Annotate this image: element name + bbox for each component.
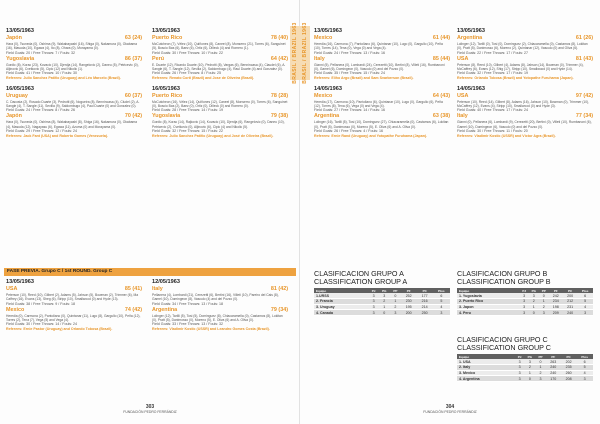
table-cell: 0 <box>535 359 545 365</box>
game-date: 13/05/1963 <box>6 28 34 34</box>
table-cell: 200 <box>563 293 577 299</box>
table-cell: 1 <box>524 370 535 376</box>
team-score: 60 (37) <box>124 92 142 99</box>
table-cell: 235 <box>561 365 576 371</box>
team-stats: Field Goals: 30 / Free Throws: 10 / Fouls: 22 <box>152 50 224 55</box>
team-score: 61 (26) <box>575 35 593 41</box>
table-cell: 216 <box>417 299 433 305</box>
table-cell: 170 <box>546 376 561 382</box>
team-roster: Peterson (8), Reed (10), Gilbert (4), Adams (8), Jahson (14), Bowman (0), Trimmer (4), McCaffrey (6), Evans (12), Shig (17), Stripp (10), Smallwood (0) and Hyde (14). <box>457 62 584 71</box>
table-cell: 209 <box>549 310 563 316</box>
publisher: FUNDACIÓN PEDRO FERRÁNDIZ <box>123 410 177 414</box>
team-score: 97 (42) <box>575 92 593 99</box>
column-header: PF <box>549 288 563 293</box>
table-cell: 4 <box>576 370 593 376</box>
table-cell: 3 <box>433 310 450 316</box>
table-cell: 5 <box>577 299 593 305</box>
team-score-row <box>314 35 450 42</box>
column-header: PG <box>529 288 539 293</box>
team-score-row <box>152 113 288 120</box>
table-cell: 4. Canada <box>314 310 369 316</box>
team-name: Puerto Rico <box>152 92 183 99</box>
table-cell: 231 <box>563 304 577 310</box>
table-cell: 6 <box>577 293 593 299</box>
team-score-row <box>314 56 450 63</box>
left-column-1-round <box>6 279 142 337</box>
left-column-2 <box>152 28 288 144</box>
team-score: 81 (42) <box>270 286 288 292</box>
table-cell: 4 <box>433 304 450 310</box>
team-roster: Hara (0), Tsuneda (0), Oshima (8), Wakabayashi (8), Shiga (16), Nakamura (0), Okabama (4), Masuda (12), Nagayasu (6), Egawa (11), Azuma (0) and Morayama (0). <box>6 120 138 129</box>
game-result <box>457 28 593 81</box>
table-cell: 3 <box>520 310 529 316</box>
game-date: 14/05/1963 <box>314 85 342 92</box>
team-name: Italy <box>314 55 325 62</box>
game-result <box>6 28 142 81</box>
game-result <box>457 86 593 139</box>
team-name: Yugoslavia <box>152 113 181 120</box>
team-stats: Field Goals: 26 / Free Throws: 8 / Fouls: 25 <box>152 71 222 76</box>
classification-title-es: CLASIFICACION GRUPO C <box>457 335 548 344</box>
table-cell: 2 <box>535 370 545 376</box>
left-column-1 <box>6 28 142 144</box>
referees: Referees: Renato Corti (Brazil) and Jose de Oliveira (Brazil). <box>152 76 255 81</box>
column-header: PC <box>563 288 577 293</box>
game-date: 16/05/1963 <box>152 85 180 92</box>
table-cell: 3. Mexico <box>457 370 515 376</box>
team-stats: Field Goals: 30 / Free Throws: 11 / Fouls: 20 <box>457 128 528 133</box>
table-cell: 3 <box>515 359 524 365</box>
team-stats: Field Goals: 24 / Free Throws: 8 / Fouls: 26 <box>6 108 76 113</box>
team-name: Puerto Rico <box>152 35 183 41</box>
right-column-1 <box>314 28 450 144</box>
table-cell: 234 <box>549 299 563 305</box>
table-cell: 240 <box>546 370 561 376</box>
team-roster: Pellanera (4), Lombardi (21), Cerezetti (6), Bertini (16), Villeti (10), Pareiro del Cais (8), Gamel (10), Domingeon (8), Vasculo (4) and del Pozzo (0). <box>152 293 279 302</box>
team-name: Uruguay <box>6 92 28 99</box>
page-number: 304 <box>445 404 455 410</box>
referees: Referees: Vladimir Kostic (USSR) and Leandro Gomes Costa (Brazil). <box>152 327 270 332</box>
table-cell: 1. Yugoslavia <box>457 293 520 299</box>
table-cell: 3. Japon <box>457 304 520 310</box>
column-header: PP <box>539 288 549 293</box>
team-score: 79 (38) <box>270 113 288 120</box>
table-cell: 0 <box>529 310 539 316</box>
spine-title: BRASIL / BRAZIL 1963 <box>302 22 308 84</box>
team-stats: Field Goals: 22 / Free Throws: 17 / Fouls: 27 <box>457 50 529 55</box>
table-cell: 3 <box>369 299 379 305</box>
table-cell: 2 <box>539 304 549 310</box>
team-roster: Peterson (10), Reed (14), Gilbert (8), Adams (16), Jahson (10), Bowman (0), Trimmer (10), McCaffrey (12), Evans (4), Stripp (10), Smallwood (0) and Hyde (3). <box>457 99 590 109</box>
team-score: 63 (24) <box>124 35 142 41</box>
column-header: PG <box>524 354 535 359</box>
table-cell: 0 <box>539 293 549 299</box>
referees: Referees: Julio Sanchez Patiño (Uruguay) and Léo Marcelo (Brazil). <box>6 76 121 81</box>
column-header: Ptos <box>433 288 450 293</box>
team-roster: Lolinger (12), Tarilli (5), Tosi (5), Dominguez (8), Chiacaramella (0), Castamos (8), Lokitan (0), Pratt (5), Danimosso (0), Moreno (5), E. Oliva (6) and A. Oliva (0). <box>152 313 283 322</box>
spine-title: BRASIL / BRAZIL 1963 <box>292 22 298 84</box>
team-roster: Gianni (5), Pellanera (0), Lombardi (24), Cerezetti (10), Bertini (8), Villeti (16), Rumbanoni (0), Gamel (6), Domingeon (0), Vasculo (0) and del Pozzo (0). <box>314 62 445 71</box>
table-cell: 3 <box>369 304 379 310</box>
team-name: Italy <box>457 113 468 120</box>
team-score-row <box>6 286 142 293</box>
team-roster: Heredia (0), Carmona (2), Pantoliano (0), Quintanar (11), Lugo (8), Gargullo (10), Peña (12), Torres (2), Tena (7), Vega (5) and Vega (4). <box>6 313 141 322</box>
team-stats: Field Goals: 29 / Free Throws: 12 / Fouls: 24 <box>6 128 78 133</box>
game-date: 16/05/1963 <box>6 85 34 92</box>
team-score: 85 (41) <box>124 286 142 292</box>
table-cell: 252 <box>401 293 417 299</box>
team-score-row <box>152 35 288 42</box>
table-cell: 3 <box>515 365 524 371</box>
game-date: 13/05/1963 <box>457 28 485 34</box>
classification-table <box>457 354 593 382</box>
table-cell: 212 <box>563 299 577 305</box>
table-cell: 6 <box>433 293 450 299</box>
team-roster: E. Duarte (12), Ricardo Duarte (10), Pedrotti (8), Vargas (6), Bennincasa (4), Claudel (6), A. Sangle (6), T. Sangle (12), Sevilla (2), Saldombugo (4), Raul Duarte (4) and Gonzalez (0). <box>152 62 286 71</box>
table-cell: 3 <box>576 376 593 382</box>
team-score-row <box>457 113 593 120</box>
team-roster: Gianni (0), Pellanera (6), Lombardi (9), Cerezetti (20), Bertini (0), Villeti (10), Rumbanoni (6), Gamel (10), Domingeon (6), Vasculo (0) and del Pozzo (0). <box>457 120 592 129</box>
table-cell: 242 <box>549 293 563 299</box>
table-cell: 200 <box>401 310 417 316</box>
table-cell: 3 <box>524 359 535 365</box>
table-cell: 2 <box>379 299 391 305</box>
team-score-row <box>6 56 142 63</box>
game-date: 13/05/1963 <box>152 28 180 34</box>
table-cell: 3 <box>379 293 391 299</box>
team-score-row <box>6 35 142 42</box>
referees: Referees: Vladimir Kostic (USSR) and Víctor Agra (Brazil). <box>457 133 556 138</box>
team-roster: McCutcheon (16), Vélez (14), Quiñones (12), Caneel (8), Monserro (0), Torres (6), Sanguinet (0), Boscio Bas (2), Baez (0), Ortiz (0), Dilleck (0) and Romero (0). <box>152 99 288 109</box>
team-name: Perú <box>152 55 164 62</box>
team-score: 64 (42) <box>270 55 288 62</box>
column-header: PP <box>535 354 545 359</box>
table-cell: 250 <box>417 310 433 316</box>
game-result <box>314 28 450 81</box>
team-name: Argentina <box>457 35 483 41</box>
team-roster: Heredia (17), Carmona (10), Pantoliano (6), Quintanar (10), Lugo (0), Gargullo (6), Peña (12), Torres (8), Tena (6), Vega (0) and Vega (4). <box>314 99 443 109</box>
classification-title-en: CLASSIFICATION GROUP B <box>457 277 551 286</box>
table-cell: 2. Puerto Rico <box>457 299 520 305</box>
classification-group-c <box>457 336 593 382</box>
team-score: 77 (34) <box>575 113 593 120</box>
team-stats: Field Goals: 32 / Free Throws: 15 / Fouls: 22 <box>152 128 224 133</box>
left-footer <box>0 404 300 414</box>
table-row <box>457 310 593 316</box>
team-score-row <box>314 93 450 100</box>
table-row <box>457 376 593 382</box>
column-header: PG <box>379 288 391 293</box>
table-cell: 1 <box>535 365 545 371</box>
table-cell: 202 <box>561 359 576 365</box>
table-cell: 208 <box>561 376 576 382</box>
team-stats: Field Goals: 27 / Free Throws: 14 / Fouls: 16 <box>314 108 386 113</box>
team-stats: Field Goals: 38 / Free Throws: 9 / Fouls: 18 <box>6 301 76 306</box>
table-cell: 5 <box>576 365 593 371</box>
team-stats: Field Goals: 33 / Free Throws: 13 / Fouls: 32 <box>152 322 224 327</box>
table-cell: 2. Francia <box>314 299 369 305</box>
table-cell: 0 <box>390 293 401 299</box>
team-score: 70 (42) <box>124 113 142 120</box>
team-name: Japón <box>6 35 22 41</box>
game-date: 13/05/1963 <box>314 28 342 34</box>
team-score-row <box>152 307 288 314</box>
team-score-row <box>314 113 450 120</box>
team-score-row <box>457 35 593 42</box>
game-date: 14/05/1963 <box>457 85 485 92</box>
team-score-row <box>457 93 593 100</box>
game-date: 13/05/1963 <box>6 279 34 285</box>
game-result <box>6 86 142 139</box>
referees: Referees: Jack Fant (USA) and Roberto Gomes (Venezuela). <box>6 133 109 138</box>
team-name: Mexico <box>6 306 25 313</box>
team-stats: Field Goals: 40 / Free Throws: 17 / Fouls: 24 <box>457 108 529 113</box>
table-cell: 2. Italy <box>457 365 515 371</box>
publisher: FUNDACIÓN PEDRO FERRÁNDIZ <box>423 410 477 414</box>
round-header: FASE PREVIA. Grupo C / 1st ROUND. Group C <box>4 268 296 276</box>
team-name: Italy <box>152 286 163 292</box>
team-name: Yugoslavia <box>6 55 35 62</box>
right-footer <box>300 404 600 414</box>
table-cell: 6 <box>576 359 593 365</box>
game-date: 12/05/1963 <box>152 279 180 285</box>
table-cell: 240 <box>563 310 577 316</box>
team-score-row <box>152 93 288 100</box>
table-cell: 2 <box>390 304 401 310</box>
classification-table <box>457 288 593 316</box>
referees: Referees: Ernie Pastor (Uruguay) and Orlando Tobosa (Brazil). <box>6 327 113 332</box>
referees: Referees: Orlando Tobosa (Brazil) and Yotopathe Furuhama (Japan). <box>457 76 574 81</box>
column-header: Equipo <box>314 288 369 293</box>
team-stats: Field Goals: 32 / Free Throws: 17 / Fouls: 19 <box>457 71 529 76</box>
table-cell: 1. USA <box>457 359 515 365</box>
left-column-2-round <box>152 279 288 337</box>
table-cell: 3. Uruguay <box>314 304 369 310</box>
table-cell: 4. Peru <box>457 310 520 316</box>
team-score: 61 (44) <box>432 35 450 41</box>
team-roster: Hara (0), Tsuneda (0), Oshima (9), Wakabayashi (16), Shiga (0), Nakamura (0), Okabama (16), Masuda (10), Egawa (4), Ito (8), Ohara (0), Morayama (0). <box>6 42 138 51</box>
team-score: 78 (28) <box>270 92 288 99</box>
team-score: 86 (37) <box>124 55 142 62</box>
game-result <box>152 28 288 81</box>
team-score-row <box>152 56 288 63</box>
classification-group-b <box>457 270 593 316</box>
table-cell: 240 <box>546 365 561 371</box>
column-header: Equipo <box>457 288 520 293</box>
team-score-row <box>457 56 593 63</box>
table-cell: 1 <box>379 304 391 310</box>
game-result <box>6 279 142 332</box>
team-stats: Field Goals: 30 / Free Throws: 14 / Fouls: 24 <box>6 322 78 327</box>
game-result <box>152 279 288 332</box>
right-column-2 <box>457 28 593 144</box>
spine-tab-right <box>300 22 310 84</box>
team-stats: Field Goals: 28 / Free Throws: 14 / Fouls: 19 <box>152 108 224 113</box>
column-header: PJ <box>515 354 524 359</box>
column-header: Ptos <box>576 354 593 359</box>
classification-table <box>314 288 450 316</box>
team-score: 63 (38) <box>432 113 450 120</box>
game-result <box>152 86 288 139</box>
team-stats: Field Goals: 41 / Free Throws: 10 / Fouls: 30 <box>6 71 78 76</box>
table-cell: 3 <box>515 376 524 382</box>
column-header: PF <box>546 354 561 359</box>
team-roster: Heredia (16), Carmona (7), Pantoliano (6), Quintanar (10), Lugo (0), Gargullo (10), Peña (10), Torres (14), Tena (0), Vega (0) and Vega (4). <box>314 42 443 51</box>
game-result <box>314 86 450 139</box>
team-roster: Lolinger (16), Tarilli (5), Tosi (10), Dominguez (27), Chiacaramella (0), Castamos (6), Lokitan (0), Pratt (5), Danimosso (0), Moreno (5), E. Oliva (6) and A. Oliva (0). <box>314 120 449 129</box>
table-cell: 2 <box>529 299 539 305</box>
table-cell: 1 <box>529 304 539 310</box>
table-cell: 3 <box>390 310 401 316</box>
column-header: Ptos <box>577 288 593 293</box>
column-header: PC <box>417 288 433 293</box>
team-score: 85 (44) <box>432 55 450 62</box>
team-name: USA <box>457 55 469 62</box>
team-score-row <box>152 286 288 293</box>
team-score: 64 (43) <box>432 92 450 99</box>
table-cell: 3 <box>515 370 524 376</box>
table-cell: 260 <box>561 370 576 376</box>
team-stats: Field Goals: 34 / Free Throws: 13 / Fouls: 18 <box>152 301 224 306</box>
table-cell: 3 <box>539 310 549 316</box>
team-name: USA <box>457 92 469 99</box>
classification-title-es: CLASIFICACION GRUPO B <box>457 269 548 278</box>
team-stats: Field Goals: 20 / Free Throws: 7 / Fouls: 32 <box>6 50 76 55</box>
team-score-row <box>6 307 142 314</box>
column-header: PC <box>561 354 576 359</box>
team-roster: McCutcheon (7), Vélez (10), Quiñones (8), Caneel (8), Monserro (21), Torres (6), Sanguinet (5), Boscio Bas (6), Baez (6), Ortiz (6), Dilleck (4) and Romero (1). <box>152 42 286 51</box>
team-name: USA <box>6 286 18 292</box>
column-header: PF <box>401 288 417 293</box>
team-stats: Field Goals: 24 / Free Throws: 13 / Fouls: 16 <box>314 50 386 55</box>
table-row <box>314 310 450 316</box>
table-cell: 4. Argentina <box>457 376 515 382</box>
classification-title-en: CLASSIFICATION GROUP A <box>314 277 408 286</box>
table-cell: 1 <box>539 299 549 305</box>
team-roster: Gordic (8), Korac (23), Kovacic (10), Djerdja (14), Rangelovic (2), Daneu (5), Petricevic (0), Aljinovic (6), Cvetkovic (5), Cipic (12) and Nikolic (1). <box>6 62 139 71</box>
column-header: Equipo <box>457 354 515 359</box>
team-score: 81 (43) <box>575 55 593 62</box>
table-cell: 3 <box>577 310 593 316</box>
referees: Referees: Julio Sanchez Patiño (Uruguay) and José de Oliveira (Brazil). <box>152 133 274 138</box>
team-roster: Gordic (8), Korac (14), Rajkovic (14), Kovacic (10), Djerdja (6), Rangelovic (0), Daneu (10), Petricevic (2), Cvetkovic (0), Aljinovic (6), Cipic (4) and Nikolic (5). <box>152 120 285 129</box>
table-cell: 1.URSS <box>314 293 369 299</box>
table-cell: 195 <box>401 304 417 310</box>
team-roster: Peterson (10), Reed (10), Gilbert (2), Adams (5), Jahson (5), Bowman (2), Trimmer (6), Ma Caffrey (16), Evans (13), Sheg (6), Stripp (10), Smallwood (0) and Hyde (13). <box>6 293 139 302</box>
team-name: Argentina <box>152 306 178 313</box>
team-name: Japón <box>6 113 22 120</box>
table-cell: 5 <box>433 299 450 305</box>
table-cell: 177 <box>417 293 433 299</box>
team-name: Mexico <box>314 92 333 99</box>
right-page <box>300 0 600 424</box>
team-stats: Field Goals: 26 / Free Throws: 4 / Fouls: 16 <box>314 128 384 133</box>
table-cell: 198 <box>549 304 563 310</box>
table-cell: 0 <box>524 376 535 382</box>
table-cell: 4 <box>577 304 593 310</box>
team-name: Mexico <box>314 35 333 41</box>
table-cell: 3 <box>529 293 539 299</box>
team-score-row <box>6 93 142 100</box>
table-row <box>457 299 593 305</box>
team-stats: Field Goals: 35 / Free Throws: 15 / Fouls: 24 <box>314 71 386 76</box>
table-cell: 0 <box>379 310 391 316</box>
team-score: 74 (42) <box>124 306 142 313</box>
team-score: 79 (34) <box>270 306 288 313</box>
classification-group-a <box>314 270 450 316</box>
table-cell: 1 <box>390 299 401 305</box>
table-cell: 3 <box>520 299 529 305</box>
table-cell: 263 <box>546 359 561 365</box>
team-score: 78 (40) <box>270 35 288 41</box>
referees: Referees: Eliho Argo (Brazil) and Sam Svarberson (Brazil). <box>314 76 414 81</box>
team-name: Argentina <box>314 113 340 120</box>
team-roster: Lolinger (12), Tarilli (0), Tosi (0), Dominguez (2), Chiacaramella (0), Castamos (8), Lokitan (0), Pratt (5), Danimosso (6), Moreno (2), Quintanar (12), Vasculo (0) and Oliva (6). <box>457 42 588 51</box>
table-cell: 3 <box>520 293 529 299</box>
page-number: 303 <box>145 404 155 410</box>
column-header: PJ <box>520 288 529 293</box>
table-cell: 3 <box>520 304 529 310</box>
classification-title-es: CLASIFICACION GRUPO A <box>314 269 404 278</box>
column-header: PJ <box>369 288 379 293</box>
referees: Referees: Ernie Rand (Uruguay) and Yotopathe Furuhama (Japan). <box>314 133 428 138</box>
team-score-row <box>6 113 142 120</box>
table-cell: 2 <box>524 365 535 371</box>
table-cell: 230 <box>401 299 417 305</box>
classification-title-en: CLASSIFICATION GROUP C <box>457 343 551 352</box>
spine-tab-left <box>290 22 300 84</box>
team-roster: C. Dacosta (2), Rosado Duarte (3), Pedrotti (6), Nogueira (8), Bennincasa (4), Cludel (2), A. Sangle (4), T. Sangle (11), Sevilla (9), Saldombugo (4), Paul Duarte (0) and Gonzalez (0). <box>6 99 140 109</box>
column-header: PP <box>390 288 401 293</box>
table-cell: 3 <box>535 376 545 382</box>
table-cell: 3 <box>369 310 379 316</box>
table-cell: 3 <box>369 293 379 299</box>
table-cell: 214 <box>417 304 433 310</box>
